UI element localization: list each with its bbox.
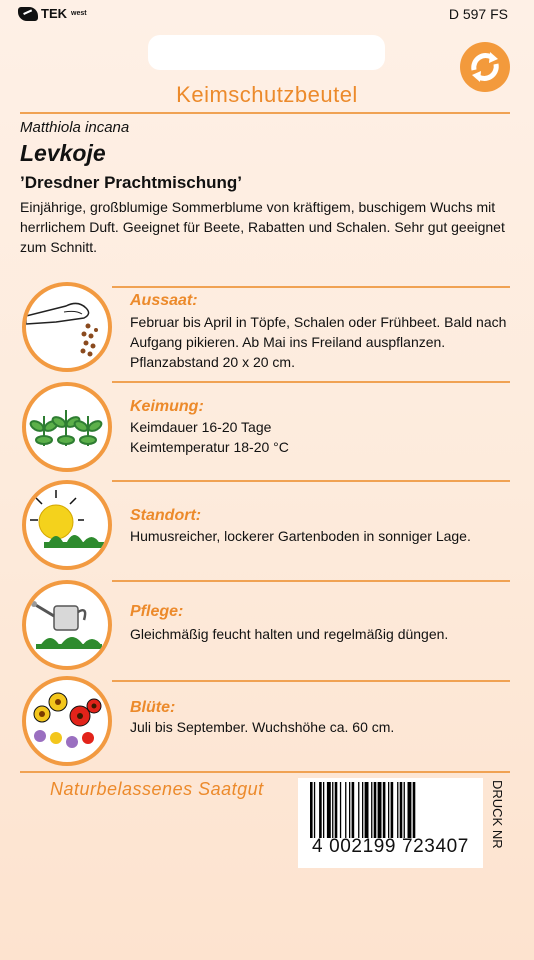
section-title-keimung: Keimung:	[130, 398, 204, 415]
section-divider	[112, 580, 510, 582]
ean-number: 4 002199 723407	[312, 836, 469, 857]
flowers-icon	[22, 676, 112, 766]
brand-suffix: west	[71, 10, 87, 17]
divider	[20, 771, 510, 773]
product-code: D 597 FS	[448, 6, 508, 22]
section-divider	[112, 381, 510, 383]
sowing-hand-icon	[22, 282, 112, 372]
divider	[20, 112, 510, 114]
brand-logo	[18, 6, 87, 21]
print-number-label: DRUCK NR	[490, 780, 505, 849]
section-title-pflege: Pflege:	[130, 603, 184, 620]
seedlings-icon	[22, 382, 112, 472]
common-name: Levkoje	[20, 140, 106, 166]
footer-tagline: Naturbelassenes Saatgut	[50, 779, 264, 799]
label-field	[148, 35, 385, 70]
section-text-standort: Humusreicher, lockerer Gartenboden in sonniger Lage.	[130, 528, 471, 544]
section-title-bluete: Blüte:	[130, 699, 176, 716]
section-text-pflege: Gleichmäßig feucht halten und regelmäßig düngen.	[130, 626, 449, 642]
variety-name: ’Dresdner Prachtmischung’	[20, 173, 243, 192]
barcode	[298, 778, 483, 868]
subtitle: Keimschutzbeutel	[176, 82, 358, 107]
description: Einjährige, großblumige Sommerblume von kräftigem, buschigem Wuchs mit herrlichem Duft. Geeignet für Beete, Rabatten und Schalen. Sehr gut geeignet zum Schnitt.	[20, 199, 505, 255]
section-divider	[112, 480, 510, 482]
brand-name: TEK	[41, 6, 67, 21]
leaf-logo-icon	[18, 7, 38, 21]
section-text-aussaat: Februar bis April in Töpfe, Schalen oder Frühbeet. Bald nach Aufgang pikieren. Ab Mai ins Freiland auspflanzen. Pflanzabstand 20 x 20 cm.	[130, 314, 507, 370]
watering-can-icon	[22, 580, 112, 670]
section-text-keimung: Keimdauer 16-20 Tage Keimtemperatur 18-20 °C	[130, 419, 289, 455]
section-title-standort: Standort:	[130, 507, 202, 524]
section-text-bluete: Juli bis September. Wuchshöhe ca. 60 cm.	[130, 719, 395, 735]
section-title-aussaat: Aussaat:	[130, 292, 198, 309]
sun-location-icon	[22, 480, 112, 570]
species-name: Matthiola incana	[20, 119, 130, 136]
barcode-bars-icon	[310, 782, 472, 838]
section-divider	[112, 286, 510, 288]
section-divider	[112, 680, 510, 682]
